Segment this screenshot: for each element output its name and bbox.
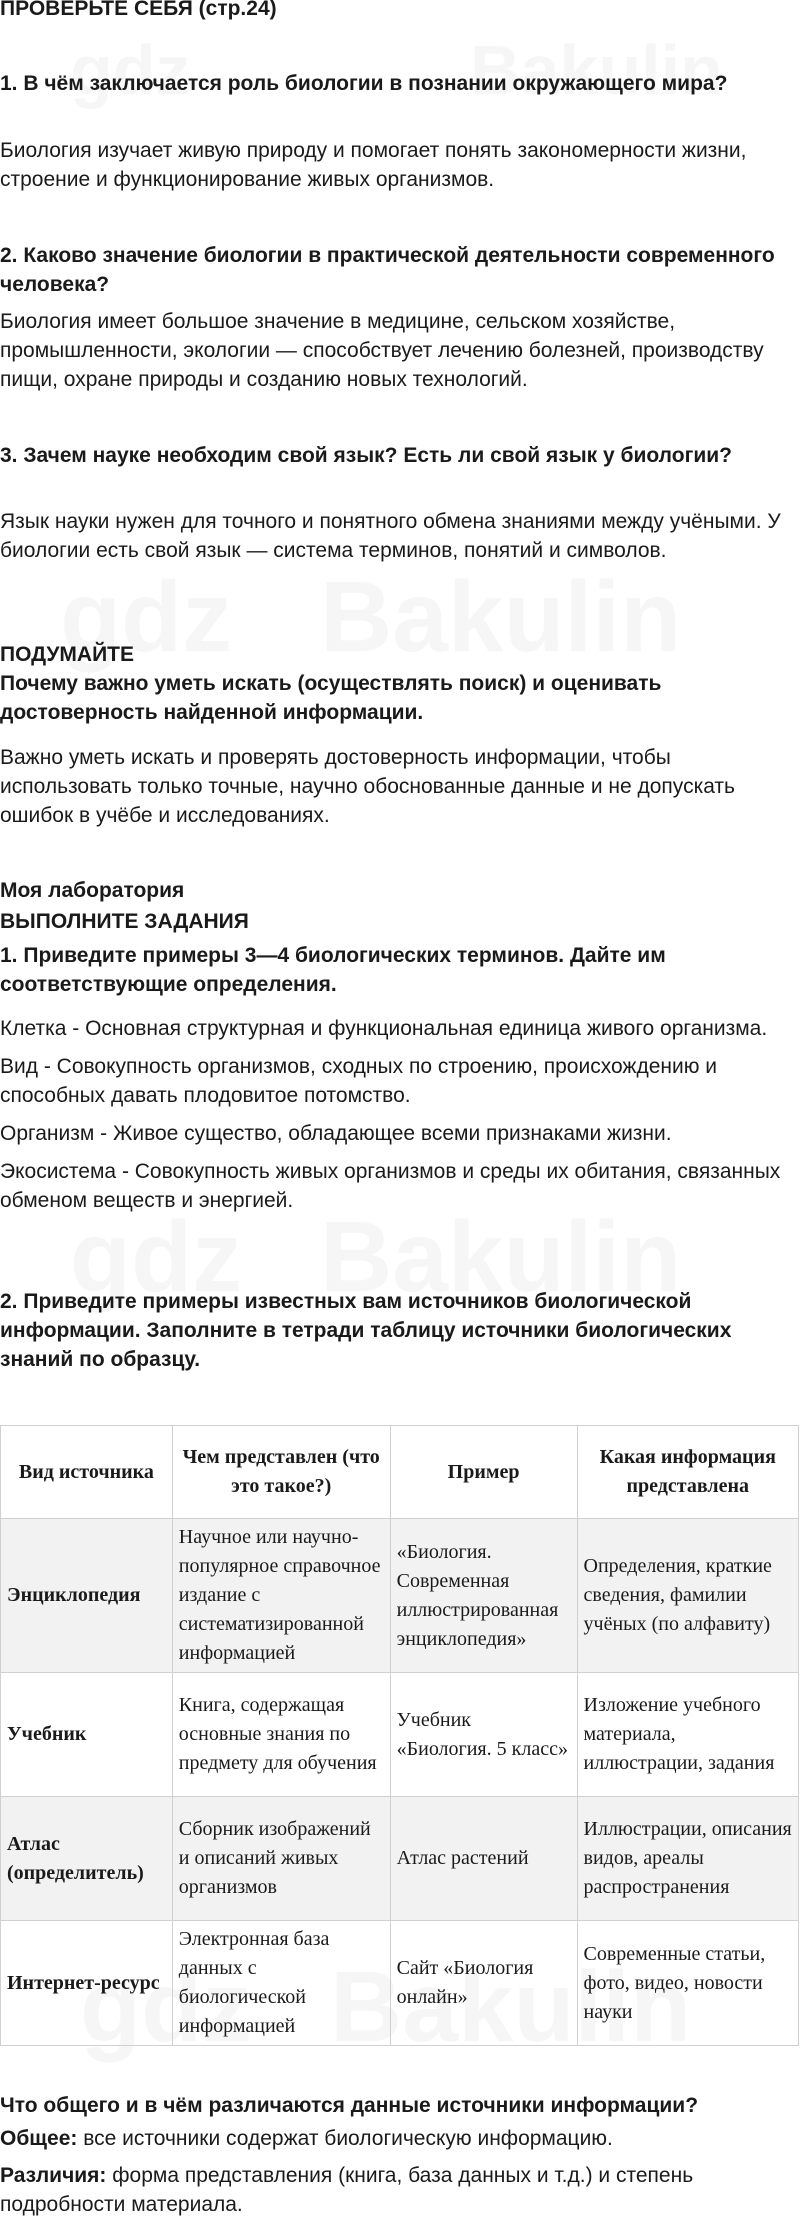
lab-section (0, 876, 790, 999)
table-cell: Иллюстрации, описания видов, ареалы распространения (577, 1797, 798, 1921)
table-header-row (1, 1426, 799, 1519)
diff-label: Различия: (0, 2164, 107, 2187)
table-header-cell: Чем представлен (что это такое?) (172, 1426, 390, 1519)
table-cell: Сайт «Биология онлайн» (390, 1921, 577, 2046)
table-cell: Книга, содержащая основные знания по предмету для обучения (172, 1673, 390, 1797)
diff-text: форма представления (книга, база данных и т.д.) и степень подробности материала. (0, 2164, 694, 2216)
check-answer-3 (0, 507, 790, 565)
definition-item: Вид - Совокупность организмов, сходных по строению, происхождению и способных давать плодовитое потомство. (0, 1055, 718, 1107)
compare-section (0, 2091, 790, 2219)
answer-text: Язык науки нужен для точного и понятного обмена знаниями между учёными. У биологии есть свой язык — система терминов, понятий и символов. (0, 510, 781, 562)
table-row (1, 1797, 799, 1921)
tasks-title: ВЫПОЛНИТЕ ЗАДАНИЯ (0, 910, 249, 933)
question-text: 1. В чём заключается роль биологии в познании окружающего мира? (0, 72, 728, 95)
check-question-3 (0, 441, 790, 470)
table-cell: Учебник «Биология. 5 класс» (390, 1673, 577, 1797)
common-text: все источники содержат биологическую информацию. (77, 2127, 613, 2150)
table-cell: Научное или научно-популярное справочное издание с систематизированной информацией (172, 1519, 390, 1673)
task2 (0, 1287, 790, 1374)
check-section-title: ПРОВЕРЬТЕ СЕБЯ (стр.24) (0, 0, 277, 20)
answer-text: Важно уметь искать и проверять достоверность информации, чтобы использовать только точные, научно обоснованные данные и не допускать ошибок в учёбе и исследованиях. (0, 746, 735, 827)
check-section-title-wrap (0, 0, 790, 21)
table-cell: Атлас растений (390, 1797, 577, 1921)
table-cell: Изложение учебного материала, иллюстрации, задания (577, 1673, 798, 1797)
question-text: 3. Зачем науке необходим свой язык? Есть ли свой язык у биологии? (0, 444, 732, 467)
table-cell-kind: Интернет-ресурс (1, 1921, 173, 2046)
think-answer (0, 743, 790, 830)
table-cell: Электронная база данных с биологической информацией (172, 1921, 390, 2046)
check-question-2 (0, 241, 790, 299)
answer-text: Биология имеет большое значение в медицине, сельском хозяйстве, промышленности, экологии — способствует лечению болезней, производству пищи, охране природы и созданию новых технологий. (0, 310, 764, 391)
definitions-list (0, 1014, 790, 1224)
table-cell: Современные статьи, фото, видео, новости науки (577, 1921, 798, 2046)
answer-text: Биология изучает живую природу и помогает понять закономерности жизни, строение и функционирование живых организмов. (0, 139, 747, 191)
definition-item: Экосистема - Совокупность живых организмов и среды их обитания, связанных обменом веществ и энергией. (0, 1160, 781, 1212)
table-row (1, 1673, 799, 1797)
definition-item: Клетка - Основная структурная и функциональная единица живого организма. (0, 1017, 768, 1040)
check-answer-1 (0, 136, 790, 194)
task2-question: 2. Приведите примеры известных вам источников биологической информации. Заполните в тетради таблицу источники биологических знаний по образцу. (0, 1290, 732, 1371)
compare-common (0, 2124, 790, 2153)
think-question: Почему важно уметь искать (осуществлять поиск) и оценивать достоверность найденной информации. (0, 672, 662, 724)
think-section (0, 640, 790, 727)
table-header-cell: Вид источника (1, 1426, 173, 1519)
sources-table (0, 1425, 799, 2046)
check-answer-2 (0, 307, 790, 394)
task1-question: 1. Приведите примеры 3—4 биологических терминов. Дайте им соответствующие определения. (0, 944, 666, 996)
table-cell: Сборник изображений и описаний живых организмов (172, 1797, 390, 1921)
think-title: ПОДУМАЙТЕ (0, 643, 135, 666)
common-label: Общее: (0, 2127, 78, 2150)
table-cell: «Биология. Современная иллюстрированная энциклопедия» (390, 1519, 577, 1673)
table-header-cell: Пример (390, 1426, 577, 1519)
compare-question: Что общего и в чём различаются данные источники информации? (0, 2094, 699, 2117)
check-question-1 (0, 69, 790, 98)
table-cell: Определения, краткие сведения, фамилии учёных (по алфавиту) (577, 1519, 798, 1673)
table-cell-kind: Атлас (определитель) (1, 1797, 173, 1921)
table-row (1, 1921, 799, 2046)
table-row (1, 1519, 799, 1673)
table-cell-kind: Учебник (1, 1673, 173, 1797)
table-cell-kind: Энциклопедия (1, 1519, 173, 1673)
definition-item: Организм - Живое существо, обладающее всеми признаками жизни. (0, 1122, 672, 1145)
question-text: 2. Каково значение биологии в практической деятельности современного человека? (0, 244, 775, 296)
compare-diff (0, 2161, 790, 2219)
table-header-cell: Какая информация представлена (577, 1426, 798, 1519)
lab-title: Моя лаборатория (0, 879, 185, 902)
